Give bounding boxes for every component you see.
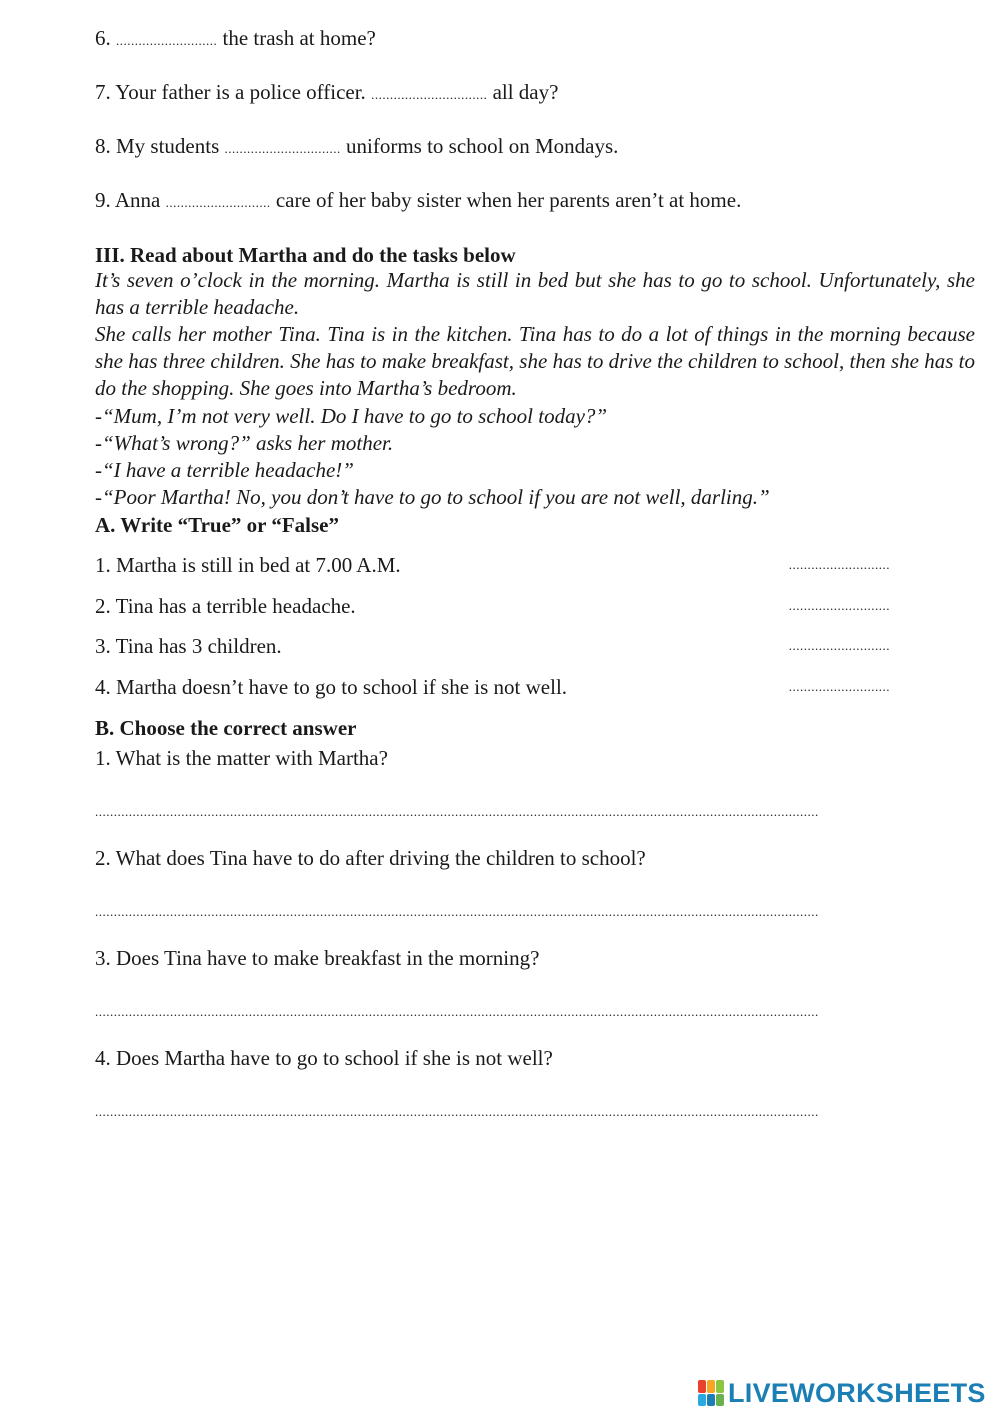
question: 2. What does Tina have to do after driving the children to school?: [95, 846, 646, 870]
reading-passage-p2: She calls her mother Tina. Tina is in the kitchen. Tina has to do a lot of things in the morning because she has three children. She has to make breakfast, she has to drive the children to school, then she has to do the shopping. She goes into Martha’s bedroom.: [95, 322, 975, 400]
answer-line[interactable]: .................................................................................................................................................................................................: [95, 1005, 819, 1019]
liveworksheets-logo-icon: [698, 1380, 724, 1406]
answer-blank[interactable]: ...............................: [371, 87, 488, 102]
question: 3. Does Tina have to make breakfast in the morning?: [95, 946, 540, 970]
part-a-title: A. Write “True” or “False”: [95, 513, 339, 537]
exercise-item-8: 8. My students ............................... uniforms to school on Mondays.: [95, 134, 619, 158]
true-false-answer-blank[interactable]: ...........................: [788, 638, 890, 653]
part-b-title: B. Choose the correct answer: [95, 716, 357, 740]
dialogue-line: -“What’s wrong?” asks her mother.: [95, 431, 394, 455]
true-false-item: 3. Tina has 3 children. ...........................: [95, 634, 890, 658]
logo-text: LIVEWORKSHEETS: [728, 1377, 986, 1408]
exercise-item-6: 6. ........................... the trash at home?: [95, 26, 376, 50]
question: 4. Does Martha have to go to school if she is not well?: [95, 1046, 553, 1070]
dialogue-line: -“Poor Martha! No, you don’t have to go to school if you are not well, darling.”: [95, 485, 770, 509]
answer-line[interactable]: .................................................................................................................................................................................................: [95, 805, 819, 819]
dialogue-line: -“Mum, I’m not very well. Do I have to go to school today?”: [95, 404, 608, 428]
answer-line[interactable]: .................................................................................................................................................................................................: [95, 1105, 819, 1119]
exercise-item-9: 9. Anna ............................ care of her baby sister when her parents aren’t at home.: [95, 188, 742, 212]
dialogue-line: -“I have a terrible headache!”: [95, 458, 354, 482]
true-false-item: 2. Tina has a terrible headache. ...........................: [95, 594, 890, 618]
question: 1. What is the matter with Martha?: [95, 746, 388, 770]
true-false-item: 4. Martha doesn’t have to go to school if she is not well. ...........................: [95, 675, 890, 699]
true-false-answer-blank[interactable]: ...........................: [788, 679, 890, 694]
true-false-item: 1. Martha is still in bed at 7.00 A.M. ...........................: [95, 553, 890, 577]
true-false-answer-blank[interactable]: ...........................: [788, 598, 890, 613]
answer-blank[interactable]: ...........................: [116, 33, 218, 48]
exercise3-title: III. Read about Martha and do the tasks below: [95, 243, 516, 267]
answer-line[interactable]: .................................................................................................................................................................................................: [95, 905, 819, 919]
true-false-answer-blank[interactable]: ...........................: [788, 557, 890, 572]
reading-passage-p1: It’s seven o’clock in the morning. Martha is still in bed but she has to go to school. Unfortunately, she has a terrible headache.: [95, 268, 975, 319]
exercise-item-7: 7. Your father is a police officer. ............................... all day?: [95, 80, 559, 104]
answer-blank[interactable]: ............................: [165, 195, 271, 210]
liveworksheets-logo: [698, 1378, 986, 1408]
answer-blank[interactable]: ...............................: [224, 141, 341, 156]
